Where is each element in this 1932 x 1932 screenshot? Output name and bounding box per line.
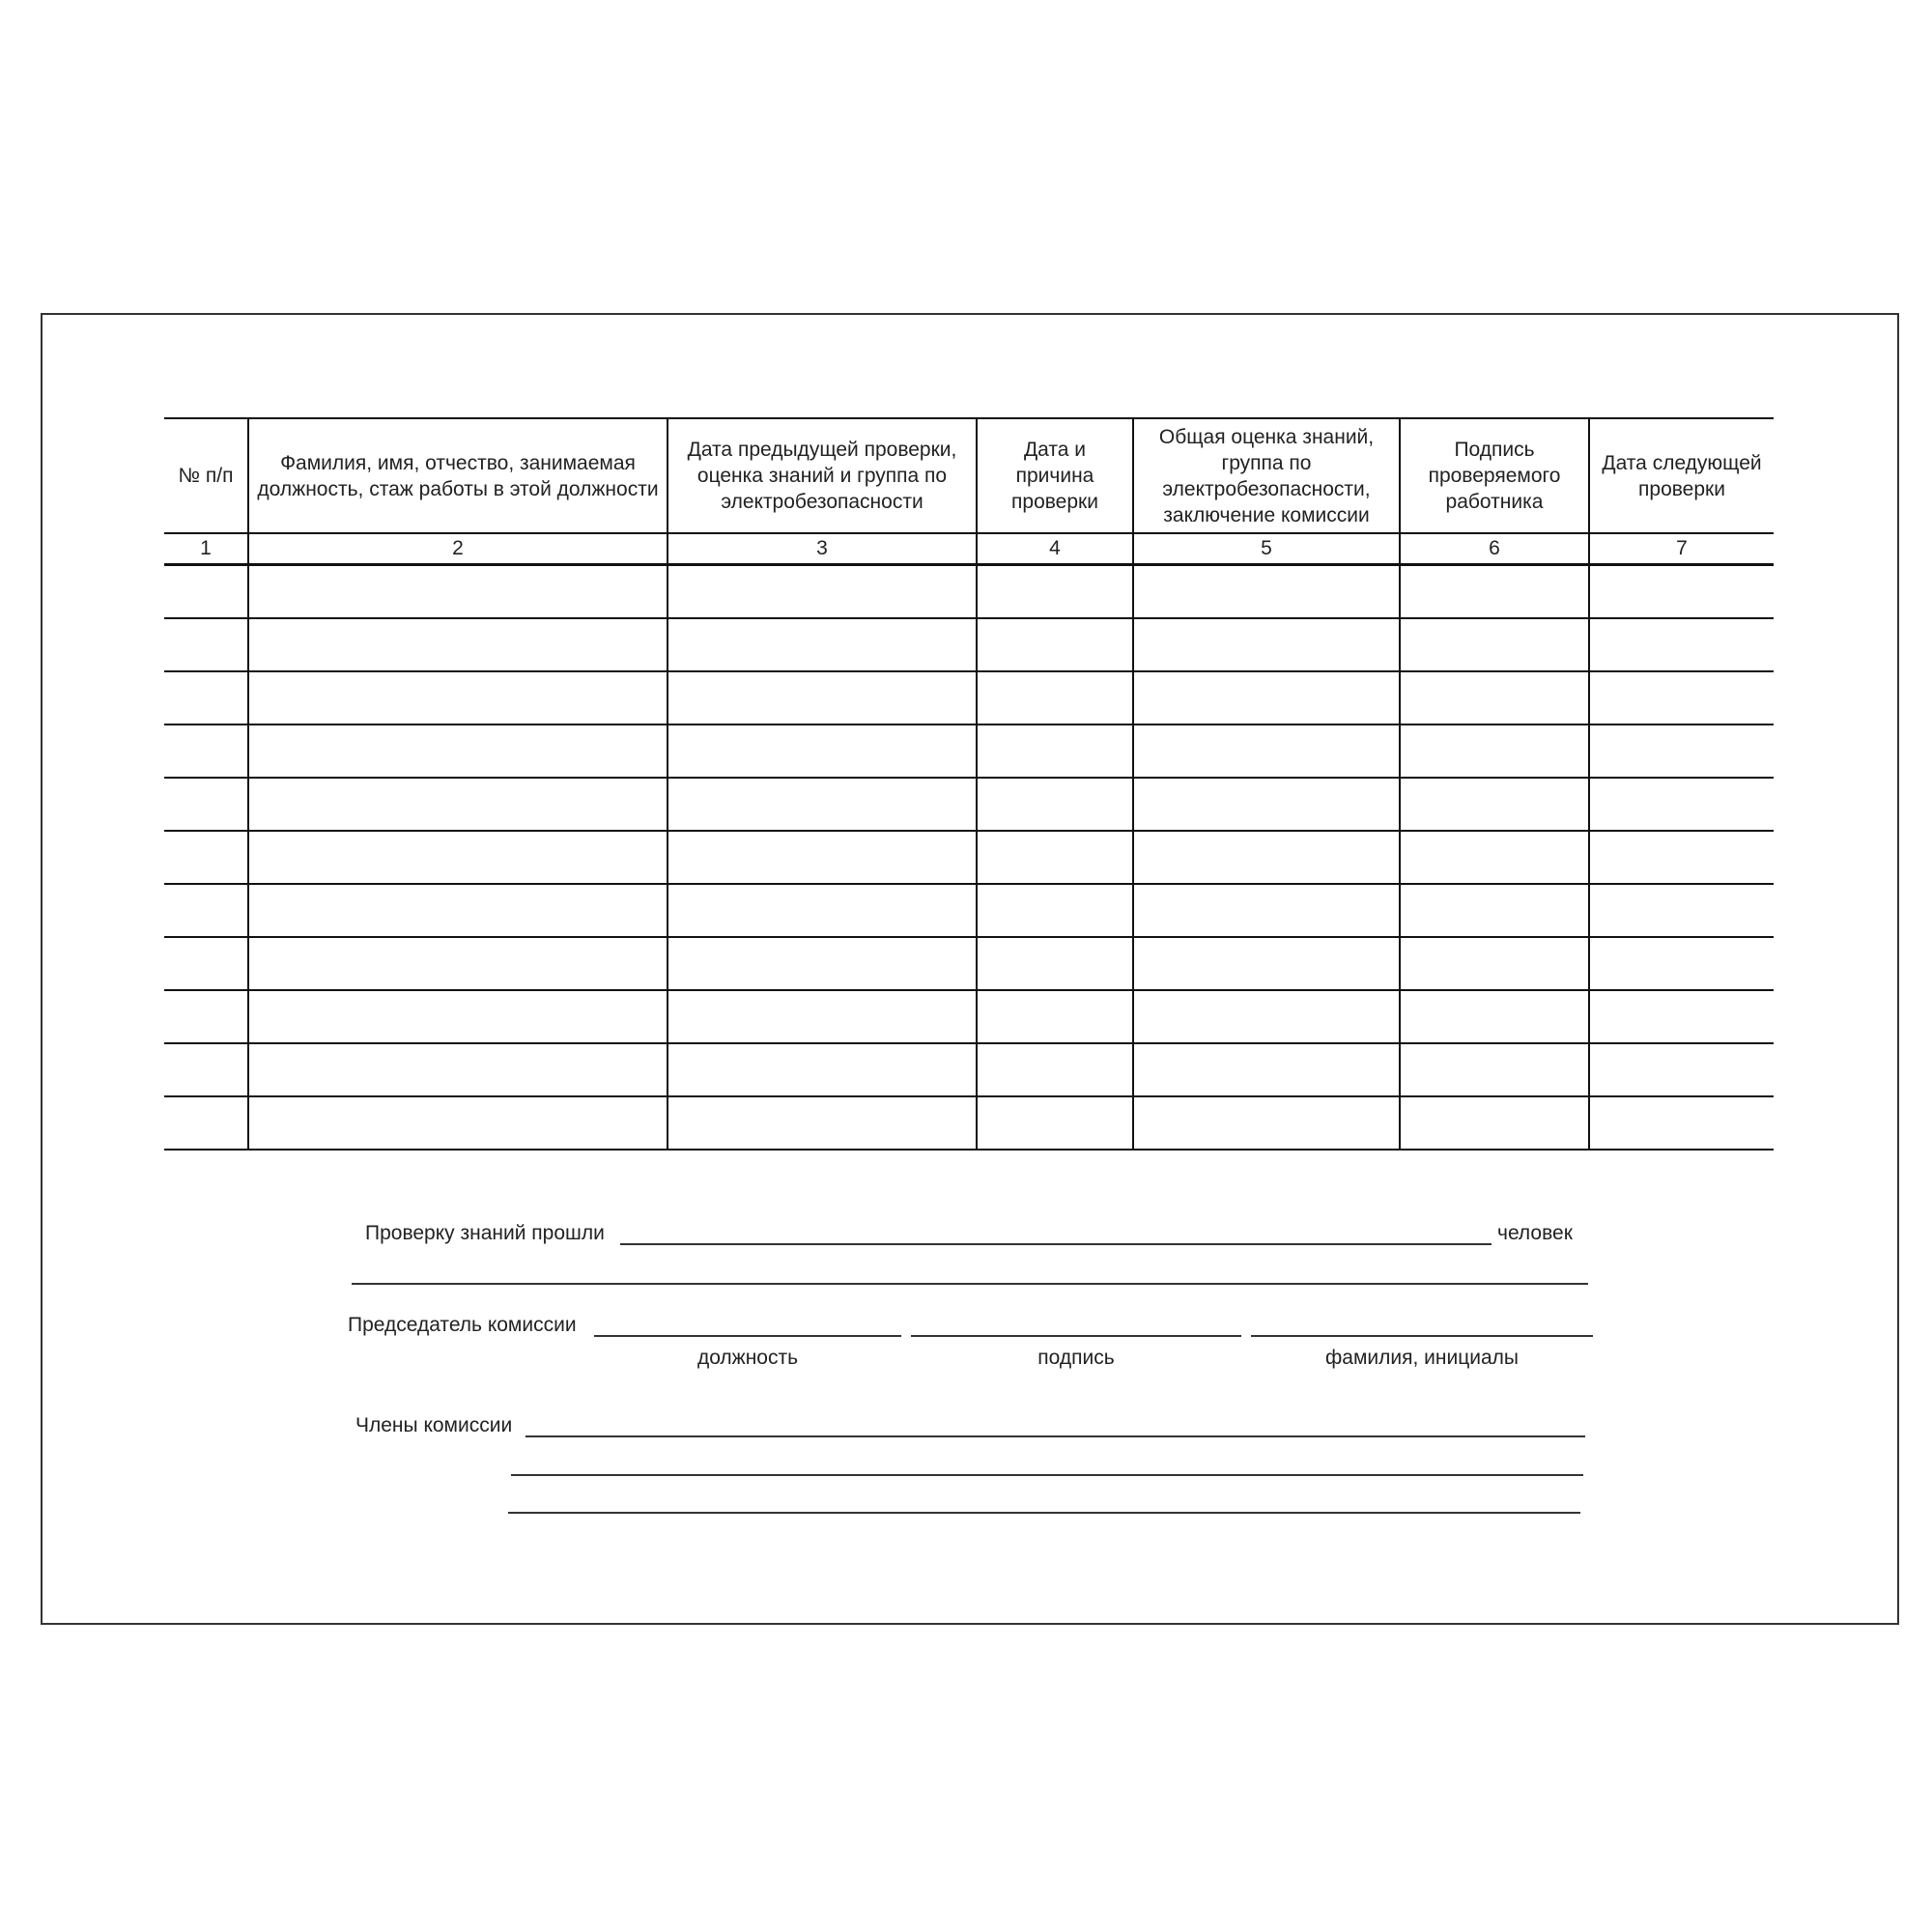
table-cell[interactable] bbox=[1400, 1096, 1589, 1150]
table-cell[interactable] bbox=[977, 884, 1133, 937]
table-cell[interactable] bbox=[164, 671, 248, 724]
table-cell[interactable] bbox=[977, 565, 1133, 619]
table-cell[interactable] bbox=[1589, 671, 1774, 724]
column-number: 2 bbox=[248, 533, 668, 565]
table-cell[interactable] bbox=[1133, 671, 1400, 724]
table-cell[interactable] bbox=[248, 1043, 668, 1096]
table-cell[interactable] bbox=[248, 1096, 668, 1150]
table-cell[interactable] bbox=[1400, 884, 1589, 937]
passed-continuation-line[interactable] bbox=[352, 1283, 1588, 1285]
passed-count-line[interactable] bbox=[620, 1243, 1492, 1245]
table-cell[interactable] bbox=[1589, 565, 1774, 619]
table-cell[interactable] bbox=[977, 990, 1133, 1043]
table-row bbox=[164, 1043, 1774, 1096]
table-cell[interactable] bbox=[668, 990, 977, 1043]
table-cell[interactable] bbox=[977, 1043, 1133, 1096]
table-cell[interactable] bbox=[668, 618, 977, 671]
table-cell[interactable] bbox=[1133, 884, 1400, 937]
table-row bbox=[164, 990, 1774, 1043]
table-cell[interactable] bbox=[1589, 1043, 1774, 1096]
column-number: 7 bbox=[1589, 533, 1774, 565]
caption-position: должность bbox=[696, 1347, 799, 1369]
table-cell[interactable] bbox=[164, 724, 248, 778]
table-cell[interactable] bbox=[248, 884, 668, 937]
column-number: 6 bbox=[1400, 533, 1589, 565]
table-cell[interactable] bbox=[1589, 937, 1774, 990]
table-row bbox=[164, 671, 1774, 724]
table-row bbox=[164, 937, 1774, 990]
table-row bbox=[164, 1096, 1774, 1150]
table-cell[interactable] bbox=[1133, 1043, 1400, 1096]
table-cell[interactable] bbox=[1133, 1096, 1400, 1150]
table-row bbox=[164, 884, 1774, 937]
column-number: 3 bbox=[668, 533, 977, 565]
table-cell[interactable] bbox=[248, 565, 668, 619]
table-cell[interactable] bbox=[668, 1043, 977, 1096]
header-check-date-reason: Дата и причина проверки bbox=[977, 418, 1133, 533]
table-cell[interactable] bbox=[248, 990, 668, 1043]
table-cell[interactable] bbox=[977, 778, 1133, 831]
table-cell[interactable] bbox=[977, 1096, 1133, 1150]
header-overall-assessment: Общая оценка знаний, группа по электробезопасности, заключение комиссии bbox=[1133, 418, 1400, 533]
table-cell[interactable] bbox=[1400, 565, 1589, 619]
table-cell[interactable] bbox=[1589, 884, 1774, 937]
table-cell[interactable] bbox=[1400, 937, 1589, 990]
members-line-1[interactable] bbox=[526, 1435, 1585, 1437]
table-row bbox=[164, 831, 1774, 884]
table-cell[interactable] bbox=[668, 724, 977, 778]
column-number: 1 bbox=[164, 533, 248, 565]
table-cell[interactable] bbox=[1133, 618, 1400, 671]
header-previous-check: Дата предыдущей проверки, оценка знаний и группа по электробезопасности bbox=[668, 418, 977, 533]
table-cell[interactable] bbox=[1589, 724, 1774, 778]
table-cell[interactable] bbox=[1400, 990, 1589, 1043]
members-line-2[interactable] bbox=[511, 1474, 1583, 1476]
table-cell[interactable] bbox=[248, 724, 668, 778]
table-cell[interactable] bbox=[977, 831, 1133, 884]
table-cell[interactable] bbox=[164, 831, 248, 884]
header-full-name: Фамилия, имя, отчество, занимаемая должность, стаж работы в этой должности bbox=[248, 418, 668, 533]
table-cell[interactable] bbox=[1133, 778, 1400, 831]
table-cell[interactable] bbox=[164, 778, 248, 831]
caption-signature: подпись bbox=[1037, 1347, 1115, 1369]
table-cell[interactable] bbox=[668, 778, 977, 831]
header-next-check-date: Дата следующей проверки bbox=[1589, 418, 1774, 533]
table-cell[interactable] bbox=[977, 937, 1133, 990]
table-cell[interactable] bbox=[1133, 937, 1400, 990]
table-cell[interactable] bbox=[1589, 831, 1774, 884]
table-cell[interactable] bbox=[248, 937, 668, 990]
table-cell[interactable] bbox=[1400, 671, 1589, 724]
table-cell[interactable] bbox=[1400, 618, 1589, 671]
chairman-label: Председатель комиссии bbox=[348, 1314, 577, 1336]
table-cell[interactable] bbox=[248, 618, 668, 671]
header-number: № п/п bbox=[164, 418, 248, 533]
table-cell[interactable] bbox=[668, 671, 977, 724]
header-employee-signature: Подпись проверяемого работника bbox=[1400, 418, 1589, 533]
table-row bbox=[164, 724, 1774, 778]
table-cell[interactable] bbox=[1400, 1043, 1589, 1096]
table-cell[interactable] bbox=[248, 831, 668, 884]
chairman-name-line[interactable] bbox=[1251, 1335, 1593, 1337]
table-cell[interactable] bbox=[668, 565, 977, 619]
table-cell[interactable] bbox=[1133, 831, 1400, 884]
table-cell[interactable] bbox=[668, 831, 977, 884]
table-cell[interactable] bbox=[164, 565, 248, 619]
table-cell[interactable] bbox=[164, 1043, 248, 1096]
table-cell[interactable] bbox=[164, 884, 248, 937]
table-cell[interactable] bbox=[668, 1096, 977, 1150]
knowledge-check-journal-table bbox=[164, 417, 1774, 1151]
members-line-3[interactable] bbox=[508, 1512, 1580, 1514]
table-cell[interactable] bbox=[1589, 990, 1774, 1043]
table-cell[interactable] bbox=[1589, 1096, 1774, 1150]
table-cell[interactable] bbox=[668, 884, 977, 937]
table-cell[interactable] bbox=[164, 1096, 248, 1150]
table-row bbox=[164, 778, 1774, 831]
chairman-signature-line[interactable] bbox=[911, 1335, 1241, 1337]
table-cell[interactable] bbox=[164, 937, 248, 990]
persons-label: человек bbox=[1497, 1222, 1573, 1244]
table-cell[interactable] bbox=[668, 937, 977, 990]
table-cell[interactable] bbox=[1133, 990, 1400, 1043]
table-cell[interactable] bbox=[1400, 778, 1589, 831]
caption-full-name: фамилия, инициалы bbox=[1325, 1347, 1519, 1369]
table-cell[interactable] bbox=[248, 671, 668, 724]
members-label: Члены комиссии bbox=[355, 1414, 513, 1436]
table-cell[interactable] bbox=[1589, 778, 1774, 831]
table-cell[interactable] bbox=[1400, 831, 1589, 884]
table-cell[interactable] bbox=[1400, 724, 1589, 778]
table-cell[interactable] bbox=[977, 618, 1133, 671]
table-cell[interactable] bbox=[1589, 618, 1774, 671]
table-cell[interactable] bbox=[248, 778, 668, 831]
table-cell[interactable] bbox=[977, 671, 1133, 724]
table-header-row bbox=[164, 418, 1774, 533]
passed-check-label: Проверку знаний прошли bbox=[365, 1222, 605, 1244]
table-row bbox=[164, 565, 1774, 619]
table-cell[interactable] bbox=[1133, 724, 1400, 778]
table-row bbox=[164, 618, 1774, 671]
form-sheet bbox=[41, 313, 1899, 1625]
table-cell[interactable] bbox=[1133, 565, 1400, 619]
table-cell[interactable] bbox=[164, 618, 248, 671]
table-cell[interactable] bbox=[977, 724, 1133, 778]
chairman-position-line[interactable] bbox=[594, 1335, 901, 1337]
column-number: 4 bbox=[977, 533, 1133, 565]
table-cell[interactable] bbox=[164, 990, 248, 1043]
column-number: 5 bbox=[1133, 533, 1400, 565]
column-numbers-row bbox=[164, 533, 1774, 565]
